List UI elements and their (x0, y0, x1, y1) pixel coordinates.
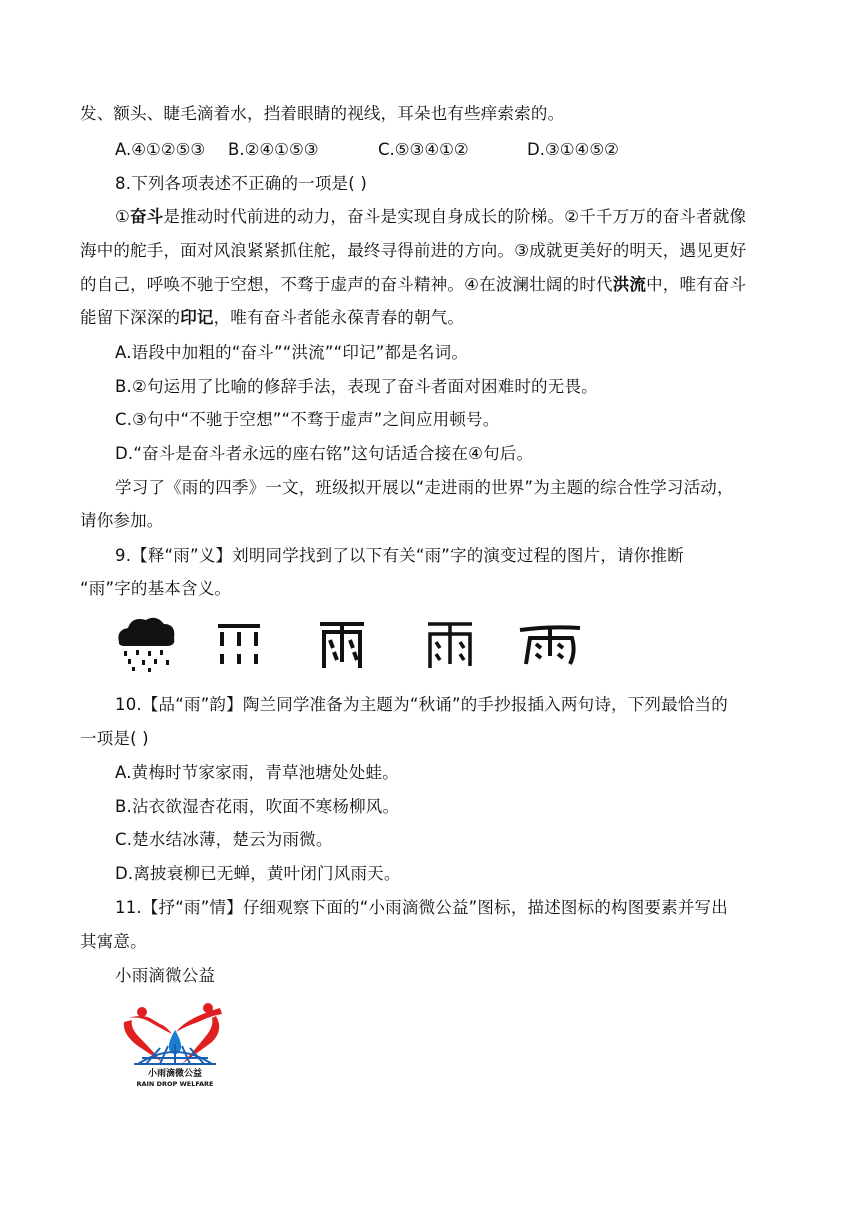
question-11-line-2: 其寓意。 (80, 932, 147, 951)
question-10-line-1: 10.【品“雨”韵】陶兰同学准备为主题为“秋诵”的手抄报插入两句诗，下列最恰当的 (115, 695, 728, 714)
oracle-bone-glyph (218, 626, 260, 664)
q8-option-a: A.语段中加粗的“奋斗”“洪流”“印记”都是名词。 (115, 343, 469, 362)
question-10-line-2: 一项是( ) (80, 729, 149, 748)
question-8-stem: 8.下列各项表述不正确的一项是( ) (115, 174, 367, 193)
passage-line-3 (80, 274, 746, 296)
passage-text: 是推动时代前进的动力，奋斗是实现自身成长的阶梯。②千千万万的奋斗者就像 (163, 207, 747, 226)
passage-text: 能留下深深的 (80, 308, 181, 327)
bronze-glyph (320, 624, 364, 668)
q10-option-b: B.沾衣欲湿杏花雨，吹面不寒杨柳风。 (115, 797, 400, 816)
option-d: D.③①④⑤② (527, 140, 619, 159)
passage-line-4 (80, 307, 464, 329)
question-9-line-2: “雨”字的基本含义。 (80, 579, 232, 598)
q8-option-d: D.“奋斗是奋斗者永远的座右铭”这句话适合接在④句后。 (115, 444, 534, 463)
activity-intro-2: 请你参加。 (80, 511, 164, 530)
rain-drop-welfare-logo (120, 1000, 230, 1090)
text-line: 发、额头、睫毛滴着水，挡着眼睛的视线，耳朵也有些痒索索的。 (80, 104, 565, 123)
passage-text: ① (115, 207, 130, 226)
rain-cloud-icon (118, 618, 174, 672)
activity-intro-1: 学习了《雨的四季》一文，班级拟开展以“走进雨的世界”为主题的综合性学习活动， (115, 478, 734, 497)
passage-text: 中，唯有奋斗 (646, 275, 747, 294)
passage-text: ，唯有奋斗者能永葆青春的朝气。 (213, 308, 465, 327)
q10-option-a: A.黄梅时节家家雨，青草池塘处处蛙。 (115, 763, 399, 782)
logo-cn-text: 小雨滴微公益 (147, 1069, 203, 1079)
q8-option-c: C.③句中“不驰于空想”“不骛于虚声”之间应用顿号。 (115, 410, 500, 429)
clerical-glyph (520, 627, 580, 664)
bold-word-yinji: 印记 (180, 308, 214, 327)
option-c: C.⑤③④①② (378, 140, 469, 159)
q10-option-d: D.离披衰柳已无蝉，黄叶闭门风雨天。 (115, 864, 401, 883)
logo-en-text: RAIN DROP WELFARE (136, 1080, 214, 1088)
passage-line-1 (115, 206, 746, 228)
question-9-line-1: 9.【释“雨”义】刘明同学找到了以下有关“雨”字的演变过程的图片，请你推断 (115, 546, 684, 565)
bold-word-hongliu: 洪流 (612, 275, 647, 294)
bold-word-fendou: 奋斗 (130, 207, 164, 226)
heart-figures-icon (124, 1003, 222, 1064)
rain-character-evolution (114, 612, 594, 672)
seal-glyph (428, 624, 472, 668)
option-b: B.②④①⑤③ (228, 140, 319, 159)
passage-text: 的自己，呼唤不驰于空想，不骛于虚声的奋斗精神。④在波澜壮阔的时代 (80, 275, 613, 294)
question-11-line-1: 11.【抒“雨”情】仔细观察下面的“小雨滴微公益”图标，描述图标的构图要素并写出 (115, 898, 728, 917)
logo-caption: 小雨滴微公益 (115, 966, 216, 985)
q10-option-c: C.楚水结冰薄，楚云为雨微。 (115, 830, 333, 849)
passage-line-2: 海中的舵手，面对风浪紧紧抓住舵，最终寻得前进的方向。③成就更美好的明天，遇见更好 (80, 241, 747, 260)
q8-option-b: B.②句运用了比喻的修辞手法，表现了奋斗者面对困难时的无畏。 (115, 377, 598, 396)
option-a: A.④①②⑤③ (115, 140, 206, 159)
